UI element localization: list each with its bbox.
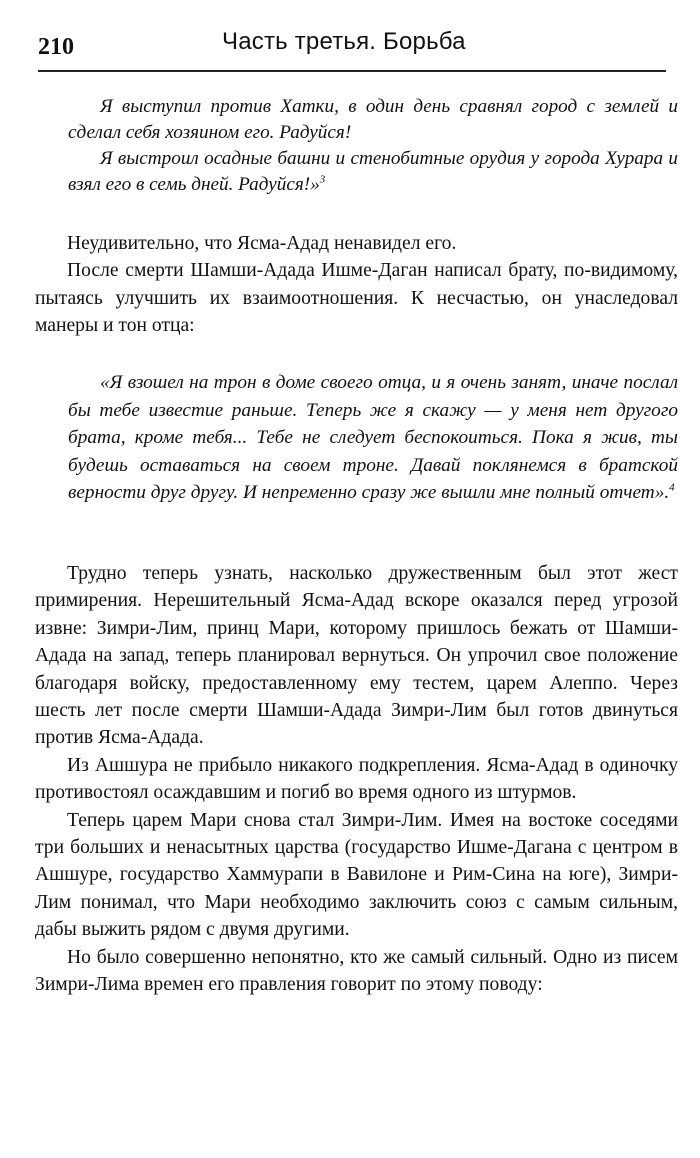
paragraph: Из Ашшура не прибыло никакого подкрепления. Ясма-Адад в одиночку противостоял осаждавшим и погиб во время одного из штурмов. (35, 754, 678, 804)
running-head: Часть третья. Борьба (222, 28, 466, 55)
footnote-marker: 4 (669, 481, 675, 494)
verse-line (68, 146, 678, 198)
body-text-bottom (35, 560, 678, 999)
page-number: 210 (38, 34, 74, 60)
paragraph: Неудивительно, что Ясма-Адад ненавидел его. (67, 233, 457, 254)
paragraph: Теперь царем Мари снова стал Зимри-Лим. Имея на востоке соседями три больших и ненасытных царства (государство Ишме-Дагана с центром в Ашшуре, государство Хаммурапи в Вавилоне и Рим-Сина на юге), Зимри-Лим понимал, что Мари необходимо заключить союз с самым сильным, дабы выжить рядом с двумя другими. (35, 809, 678, 941)
verse-line-text: Я выстроил осадные башни и стенобитные орудия у города Хурара и взял его в семь дней. Радуйся!» (68, 148, 678, 195)
paragraph: Но было совершенно непонятно, кто же самый сильный. Одно из писем Зимри-Лима времен его правления говорит по этому поводу: (35, 946, 678, 996)
footnote-marker: 3 (319, 173, 326, 186)
body-text-top (35, 230, 678, 340)
paragraph: Трудно теперь узнать, насколько дружественным был этот жест примирения. Нерешительный Ясма-Адад вскоре оказался перед угрозой извне: Зимри-Лим, принц Мари, которому пришлось бежать от Шамши-Адада на запад, теперь планировал вернуться. Он упрочил свое положение благодаря войску, предоставленному ему тестем, царем Алеппо. Через шесть лет после смерти Шамши-Адада Зимри-Лим был готов двинуться против Ясма-Адада. (35, 563, 678, 749)
verse-line: Я выступил против Хатки, в один день сравнял город с землей и сделал себя хозяином его. Радуйся! (68, 96, 678, 143)
verse-quote (68, 94, 678, 198)
letter-quote-text: «Я взошел на трон в доме своего отца, и я очень занят, иначе послал бы тебе известие раньше. Теперь же я скажу — у меня нет другого брата, кроме тебя... Тебе не следует беспокоиться. Пока я жив, ты будешь оставаться на своем троне. Давай поклянемся в братской верности друг другу. И непременно сразу же вышли мне полный отчет». (68, 372, 678, 504)
page-header (38, 26, 666, 72)
paragraph: После смерти Шамши-Адада Ишме-Даган написал брату, по-видимому, пытаясь улучшить их взаимоотношения. К несчастью, он унаследовал манеры и тон отца: (35, 260, 678, 337)
letter-quote (68, 369, 678, 507)
